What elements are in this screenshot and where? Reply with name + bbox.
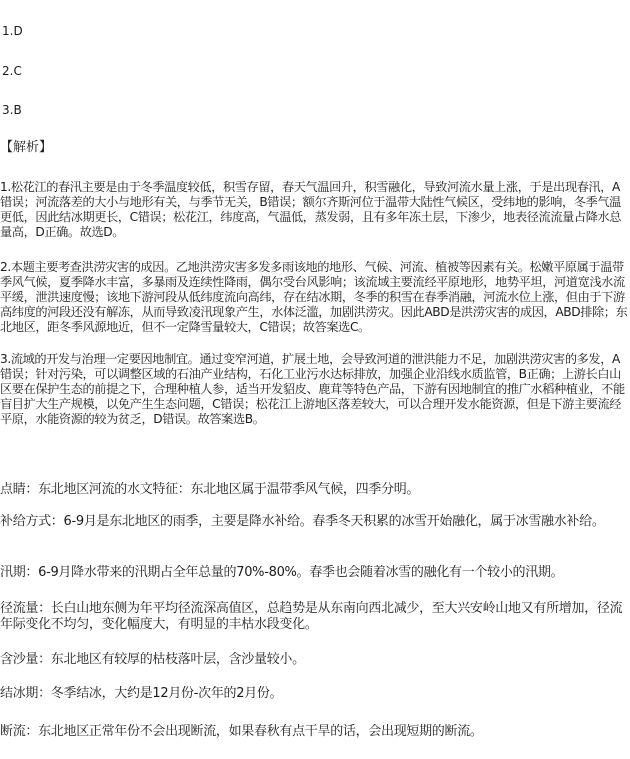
answer-1: 1.D — [2, 24, 23, 38]
note-runoff: 径流量：长白山地东侧为年平均径流深高值区，总趋势是从东南向西北减少，至大兴安岭山地又有所增加，径流年际变化不均匀，变化幅度大，有明显的丰枯水段变化。 — [0, 601, 623, 632]
note-sediment: 含沙量：东北地区有较厚的枯枝落叶层，含沙量较小。 — [0, 652, 305, 667]
explanation-1: 1.松花江的春汛主要是由于冬季温度较低，积雪存留，春天气温回升，积雪融化，导致河流水量上涨，于是出现春汛，A错误；河流落差的大小与地形有关，与季节无关，B错误；额尔齐斯河位于温带大陆性气候区，受纬地的影响，冬季气温更低，因此结冰期更长，C错误；松花江，纬度高，气温低，蒸发弱，且有多年冻土层，下渗少，地表径流流量占降水总量高，D正确。故选D。 — [0, 180, 622, 239]
explanation-2: 2.本题主要考查洪涝灾害的成因。乙地洪涝灾害多发多雨该地的地形、气候、河流、植被等因素有关。松嫩平原属于温带季风气候，夏季降水丰富，多暴雨及连续性降雨，偶尔受台风影响；该流域主要流经平原地形，地势平坦，河道宽浅水流平缓，泄洪速度慢；该地下游河段从低纬度流向高纬，存在结冰期，冬季的积雪在春季消融，河流水位上涨，但由于下游高纬度的河段还没有解冻，从而导致凌汛现象产生，水体泛滥，加剧洪涝灾。因此ABD是洪涝灾害的成因，ABD排除；东北地区，距冬季风源地近，但不一定降雪量较大，C错误；故答案选C。 — [0, 260, 628, 334]
tip-summary: 点睛：东北地区河流的水文特征：东北地区属于温带季风气候，四季分明。 — [0, 482, 420, 497]
note-recharge: 补给方式：6-9月是东北地区的雨季，主要是降水补给。春季冬天积累的冰雪开始融化，属于冰雪融水补给。 — [0, 514, 605, 529]
note-dry-up: 断流：东北地区正常年份不会出现断流，如果春秋有点干旱的话，会出现短期的断流。 — [0, 724, 483, 739]
note-flood-season: 汛期：6-9月降水带来的汛期占全年总量的70%-80%。春季也会随着冰雪的融化有一个较小的汛期。 — [0, 565, 564, 580]
note-freeze-period: 结冰期：冬季结冰，大约是12月份-次年的2月份。 — [0, 686, 283, 701]
answer-2: 2.C — [2, 64, 22, 78]
explanation-3: 3.流域的开发与治理一定要因地制宜。通过变窄河道，扩展土地，会导致河道的泄洪能力不足，加剧洪涝灾害的多发，A错误；针对污染，可以调整区域的石油产业结构，石化工业污水达标排放，加强企业沿线水质监管，B正确；上游长白山区要在保护生态的前提之下，合理种植人参，适当开发貂皮、鹿茸等特色产品，下游有因地制宜的推广水稻种植业，不能盲目扩大生产规模，以免产生生态问题，C错误；松花江上游地区落差较大，可以合理开发水能资源，但是下游主要流经平原，水能资源的较为贫乏，D错误。故答案选B。 — [0, 352, 625, 426]
analysis-heading: 【解析】 — [0, 140, 53, 155]
answer-3: 3.B — [2, 103, 22, 117]
